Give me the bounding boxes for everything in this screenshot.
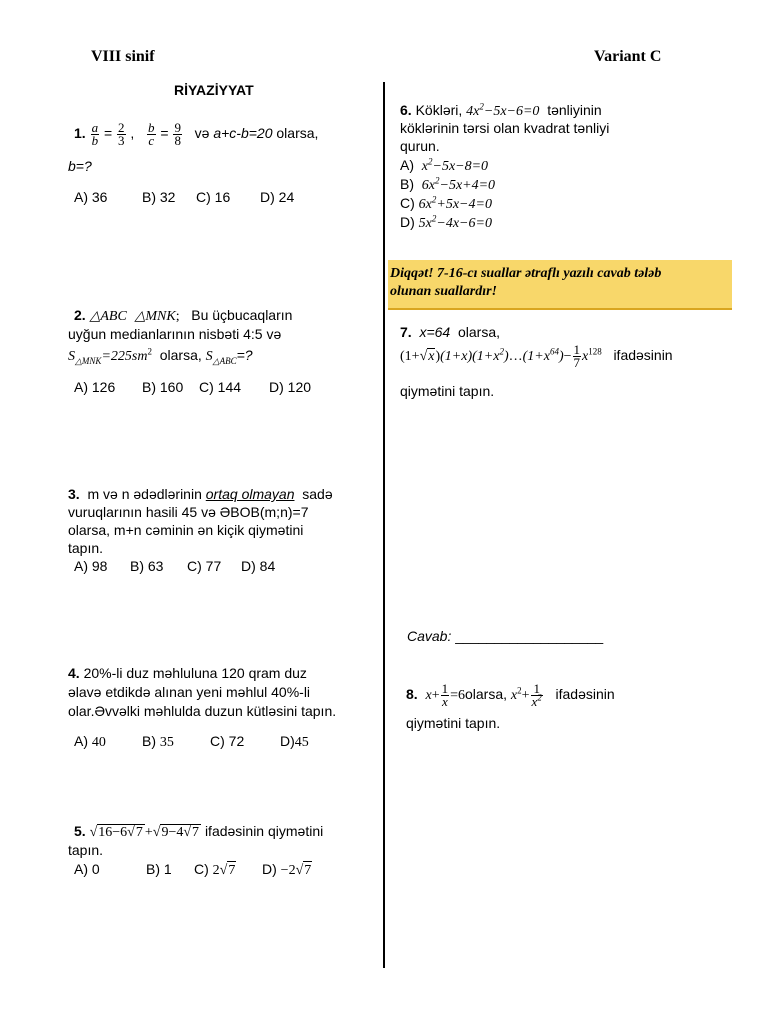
question-6-line2: köklərinin tərsi olan kvadrat tənliyi — [400, 120, 610, 136]
option-b[interactable]: B) 32 — [142, 189, 176, 205]
question-2-line3: $S_{\triangle MNK}=225sm^2$ olarsa, $S_{\triangle ABC}=$? — [68, 346, 253, 366]
option-d[interactable]: D) −2√7 — [262, 861, 312, 878]
question-5: 5. √16−6√7 +√9−4√7 ifadəsinin qiymətini — [74, 823, 324, 840]
option-c[interactable]: C) 72 — [210, 733, 245, 749]
attention-note-line1: Diqqət! 7-16-cı suallar ətraflı yazılı cavab tələb — [390, 266, 662, 281]
question-3-options — [74, 557, 275, 575]
option-d[interactable]: D) $5x^2-4x-6=0$ — [400, 213, 492, 231]
question-2: 2. △ABC △MNK; Bu üçbucaqların — [74, 307, 293, 324]
option-d[interactable]: D)45 — [280, 733, 309, 750]
question-4-line3: olar.Əvvəlki məhlulda duzun kütləsini tapın. — [68, 703, 337, 719]
question-1-ask: b=? — [68, 158, 92, 174]
option-c[interactable]: C) 16 — [196, 189, 231, 205]
option-d[interactable]: D) 84 — [241, 558, 276, 574]
option-b[interactable]: B) 160 — [142, 379, 184, 395]
column-divider — [383, 82, 385, 968]
option-a[interactable]: A) 36 — [74, 189, 108, 205]
question-3: 3. m və n ədədlərinin ortaq olmayan sadə — [68, 486, 333, 502]
option-b[interactable]: B) $6x^2-5x+4=0$ — [400, 175, 496, 193]
question-4: 4. 20%-li duz məhluluna 120 qram duz — [68, 665, 307, 681]
question-8: 8. x+ $\frac{1}{x}$ =6olarsa, $x^2+$ $\frac{1}{x^2}$ ifadəsinin — [406, 681, 615, 709]
option-a[interactable]: A) 98 — [74, 558, 108, 574]
question-4-options — [74, 732, 309, 752]
question-2-options — [74, 378, 311, 396]
subject-title: RİYAZİYYAT — [174, 82, 254, 98]
option-d[interactable]: D) 24 — [260, 189, 295, 205]
option-d[interactable]: D) 120 — [269, 379, 312, 395]
answer-line[interactable]: Cavab: ___________________ — [407, 628, 604, 644]
option-a[interactable]: A) $x^2-5x-8=0$ — [400, 156, 489, 174]
option-c[interactable]: C) 77 — [187, 558, 222, 574]
question-7-expression: $(1+√x)(1+x)(1+x^2)\dots(1+x^{64})-$ $\frac{1}{7}$ $x^{128}$ ifadəsinin — [400, 342, 673, 370]
question-4-line2: əlavə etdikdə alınan yeni məhlul 40%-li — [68, 684, 311, 700]
option-c[interactable]: C) 2√7 — [194, 861, 236, 878]
option-b[interactable]: B) 1 — [146, 861, 172, 877]
question-3-line4: tapın. — [68, 540, 104, 556]
question-8-line2: qiymətini tapın. — [406, 715, 501, 731]
variant-label: Variant C — [594, 48, 662, 65]
question-6-line3: qurun. — [400, 138, 440, 154]
option-a[interactable]: A) 0 — [74, 861, 100, 877]
question-1-options — [74, 188, 294, 206]
question-3-line2: vuruqlarının hasili 45 və ƏBOB(m;n)=7 — [68, 504, 309, 520]
option-b[interactable]: B) 35 — [142, 733, 174, 750]
option-a[interactable]: A) 126 — [74, 379, 116, 395]
question-3-line3: olarsa, m+n cəminin ən kiçik qiymətini — [68, 522, 304, 538]
option-c[interactable]: C) $6x^2+5x-4=0$ — [400, 194, 492, 212]
question-1: 1. $\frac{a}{b}$ = $\frac{2}{3}$ , $\frac{b}{c}$ = $\frac{9}{8}$ və a+c-b=20 olarsa, — [74, 120, 319, 148]
question-number: 1. — [74, 125, 86, 142]
question-7: 7. x=64 olarsa, — [400, 324, 501, 340]
option-a[interactable]: A) 40 — [74, 733, 106, 750]
question-5-options — [74, 860, 312, 880]
question-2-line2: uyğun medianlarının nisbəti 4:5 və — [68, 326, 282, 342]
option-c[interactable]: C) 144 — [199, 379, 242, 395]
attention-note — [388, 260, 732, 310]
question-6: 6. Kökləri, $4x^2-5x-6=0$ tənliyinin — [400, 101, 602, 119]
question-5-line2: tapın. — [68, 842, 104, 858]
option-b[interactable]: B) 63 — [130, 558, 164, 574]
attention-note-line2: olunan suallardır! — [390, 284, 497, 299]
question-7-line3: qiymətini tapın. — [400, 383, 495, 399]
grade-label: VIII sinif — [91, 48, 155, 65]
